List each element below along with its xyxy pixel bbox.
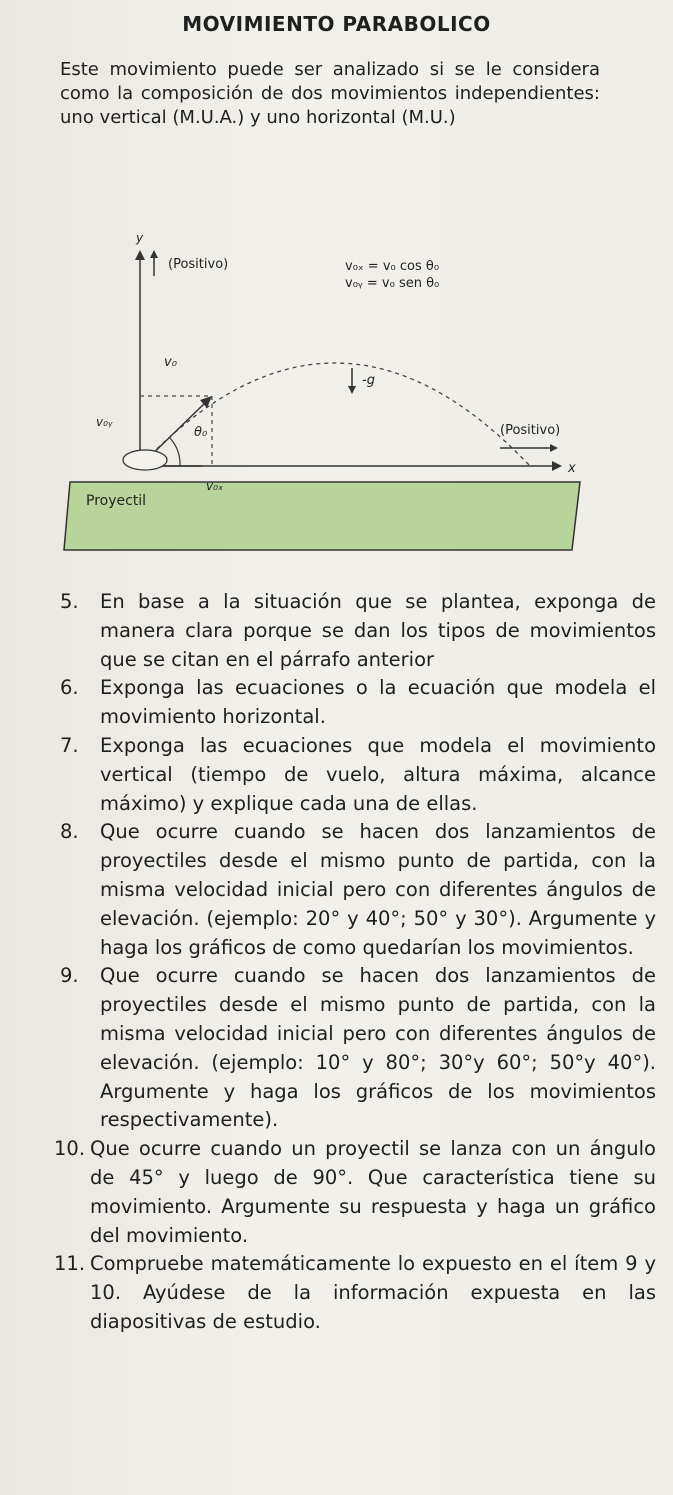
question-7	[60, 732, 656, 818]
page-title: MOVIMIENTO PARABOLICO	[182, 12, 491, 36]
projectile-diagram	[60, 220, 600, 555]
question-text: Que ocurre cuando un proyectil se lanza con un ángulo de 45° y luego de 90°. Que característica tiene su movimiento. Argumente su respuesta y haga un gráfico del movimiento.	[90, 1137, 656, 1247]
question-number: 5.	[60, 590, 79, 613]
question-number: 6.	[60, 676, 79, 700]
theta-arc	[170, 438, 180, 466]
question-8	[60, 818, 656, 962]
question-11	[54, 1250, 656, 1336]
question-number: 7.	[60, 733, 79, 757]
x-axis-arrow	[552, 461, 562, 471]
question-number: 9.	[60, 964, 79, 988]
question-text: En base a la situación que se plantea, exponga de manera clara porque se dan los tipos de movimientos que se citan en el párrafo anterior	[100, 590, 656, 671]
vox-label: v₀ₓ	[206, 479, 224, 493]
voy-label: v₀ᵧ	[96, 415, 113, 429]
x-positive-label: (Positivo)	[500, 423, 561, 438]
theta-label: θ₀	[194, 425, 208, 440]
equation-voy: v₀ᵧ = v₀ sen θ₀	[345, 276, 440, 291]
question-text: Exponga las ecuaciones que modela el movimiento vertical (tiempo de vuelo, altura máxima, alcance máximo) y explique cada una de ellas.	[100, 733, 656, 815]
intro-text: Este movimiento puede ser analizado si se le considera como la composición de dos movimientos independientes: uno vertical (M.U.A.) y uno horizontal (M.U.)	[60, 59, 600, 128]
x-positive-arrowhead	[550, 444, 558, 452]
y-axis-arrow	[135, 250, 145, 260]
gravity-arrowhead	[348, 386, 356, 394]
question-text: Que ocurre cuando se hacen dos lanzamientos de proyectiles desde el mismo punto de partida, con la misma velocidad inicial pero con diferentes ángulos de elevación. (ejemplo: 20° y 40°; 50° y 30°). Argumente y haga los gráficos de como quedarían los movimientos.	[100, 820, 656, 959]
question-text: Compruebe matemáticamente lo expuesto en el ítem 9 y 10. Ayúdese de la información expuesta en las diapositivas de estudio.	[90, 1252, 656, 1333]
trajectory-path	[140, 363, 530, 466]
question-10	[54, 1135, 656, 1250]
y-positive-arrowhead	[150, 250, 158, 258]
question-9	[60, 962, 656, 1135]
question-number: 8.	[60, 820, 79, 844]
gravity-label: -g	[362, 373, 375, 388]
question-5	[60, 588, 656, 674]
questions-list	[54, 588, 656, 1337]
question-text: Exponga las ecuaciones o la ecuación que modela el movimiento horizontal.	[100, 676, 656, 729]
intro-paragraph	[60, 58, 600, 130]
y-positive-label: (Positivo)	[168, 257, 229, 272]
question-text: Que ocurre cuando se hacen dos lanzamientos de proyectiles desde el mismo punto de partida, con la misma velocidad inicial pero con diferentes ángulos de elevación. (ejemplo: 10° y 80°; 30°y 60°; 50°y 40°). Argumente y haga los gráficos de los movimientos respectivamente).	[100, 964, 656, 1132]
question-6	[60, 674, 656, 732]
v0-label: v₀	[164, 355, 177, 370]
projectile-icon	[123, 450, 167, 470]
y-axis-label: y	[136, 231, 144, 245]
question-number: 11.	[54, 1252, 86, 1276]
x-axis-label: x	[568, 461, 576, 476]
equation-vox: v₀ₓ = v₀ cos θ₀	[345, 259, 440, 274]
question-number: 10.	[54, 1137, 86, 1161]
projectile-diagram-svg	[60, 220, 600, 555]
projectile-label: Proyectil	[86, 493, 147, 509]
